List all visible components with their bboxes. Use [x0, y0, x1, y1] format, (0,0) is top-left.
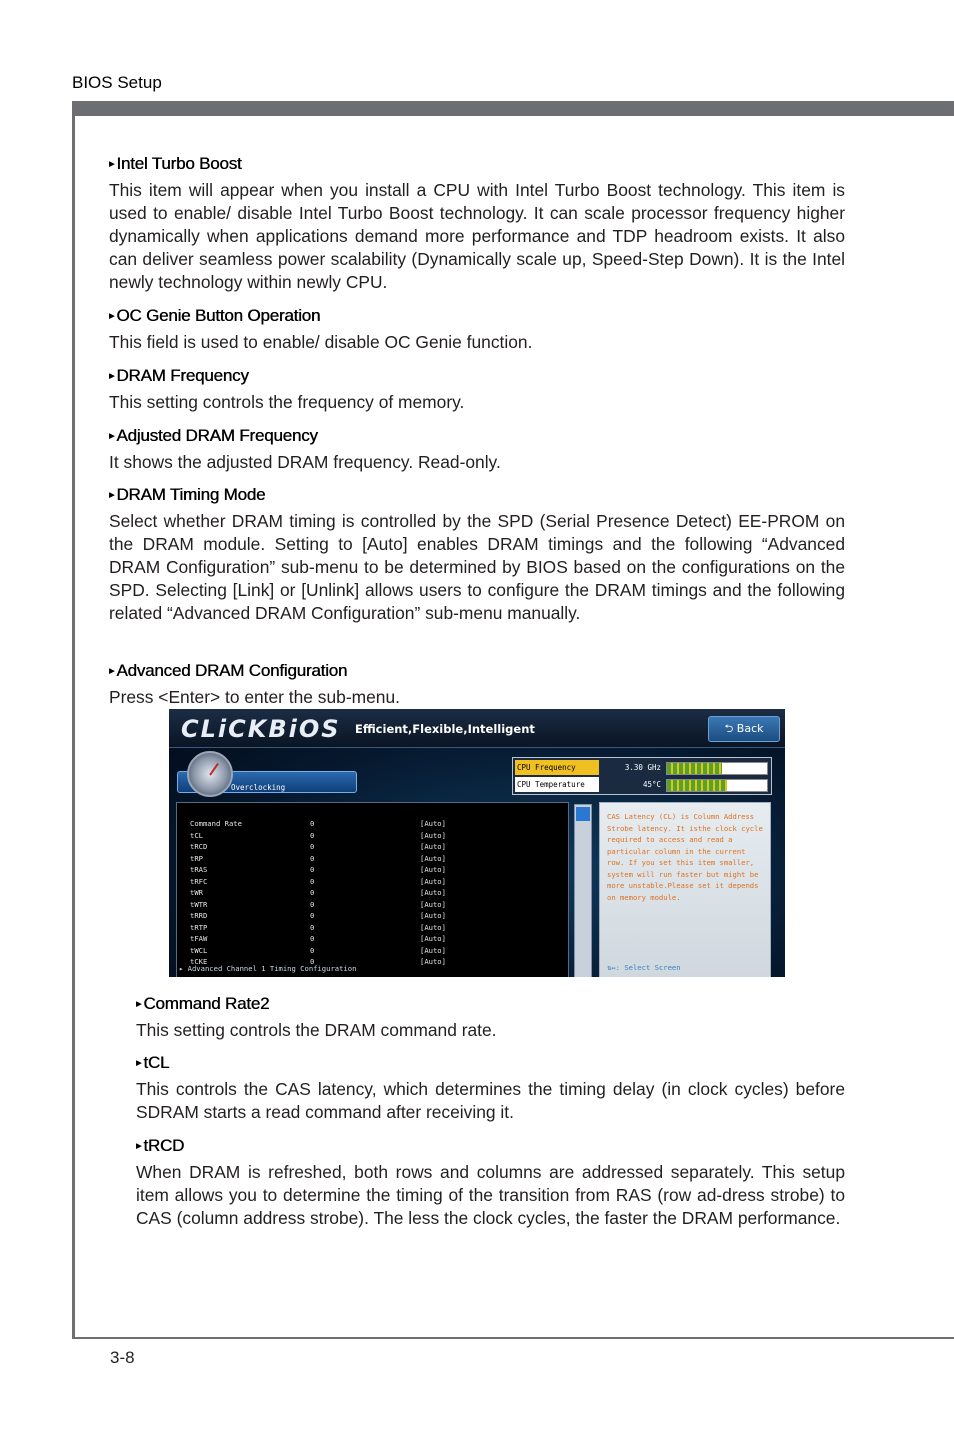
- bullet-triangle-icon: ▸: [109, 430, 115, 442]
- bios-setting-name: tWCL: [190, 945, 208, 955]
- bullet-triangle-icon: ▸: [109, 370, 115, 382]
- bullet-triangle-icon: ▸: [136, 1057, 142, 1069]
- bios-setting-setting: [Auto]: [420, 888, 446, 897]
- cpu-temperature-value: 45°C: [642, 780, 661, 789]
- bios-setting-value: 0: [310, 865, 315, 874]
- bios-setting-name: tRFC: [190, 876, 208, 886]
- section-title: Intel Turbo Boost: [116, 154, 242, 173]
- cpu-frequency-label: CPU Frequency: [515, 760, 599, 775]
- cpu-temperature-label: CPU Temperature: [515, 777, 599, 792]
- bios-setting-value: 0: [310, 957, 315, 966]
- bios-setting-name: tRAS: [190, 865, 208, 874]
- bios-setting-setting: [Auto]: [420, 819, 446, 828]
- bios-setting-row[interactable]: [190, 830, 570, 842]
- left-margin-bar: [72, 101, 75, 1339]
- section-body: This setting controls the DRAM command rate.: [136, 1020, 497, 1040]
- bios-setting-row[interactable]: [190, 899, 570, 911]
- section-body: Press <Enter> to enter the sub-menu.: [109, 687, 400, 707]
- bios-setting-row[interactable]: [190, 853, 570, 865]
- bios-setting-value: 0: [310, 853, 315, 863]
- bios-setting-name: tRTP: [190, 922, 208, 932]
- bios-setting-name: tRCD: [190, 842, 208, 851]
- bios-setting-row[interactable]: [190, 933, 570, 945]
- bullet-triangle-icon: ▸: [109, 489, 115, 501]
- help-nav: [607, 963, 681, 972]
- arrow-keys-icon: ⇅↔:: [607, 963, 625, 972]
- section-oc-genie-button-operation: [109, 305, 845, 354]
- bios-setting-row[interactable]: [190, 841, 570, 853]
- section-advanced-dram-configuration: [109, 660, 845, 709]
- section-title: Advanced DRAM Configuration: [116, 661, 348, 680]
- scrollbar[interactable]: [574, 804, 592, 977]
- bios-setting-row[interactable]: [190, 910, 570, 922]
- cpu-frequency-row: [515, 760, 769, 775]
- section-body: It shows the adjusted DRAM frequency. Read-only.: [109, 452, 501, 472]
- header-bar: [72, 101, 954, 116]
- cpu-frequency-value: 3.30 GHz: [624, 763, 661, 772]
- timing-settings-panel: [176, 802, 569, 977]
- section-body: This setting controls the frequency of memory.: [109, 392, 465, 412]
- section-tcl: [136, 1052, 845, 1124]
- help-panel: [599, 802, 771, 977]
- section-trcd: [136, 1135, 845, 1230]
- bios-setting-value: 0: [310, 876, 315, 886]
- section-body: When DRAM is refreshed, both rows and columns are addressed separately. This setup item allows you to determine the timing of the transition from RAS (row ad-dress strobe) to CAS (column address strobe). The less the clock cycles, the faster the DRAM performance.: [136, 1162, 845, 1228]
- cpu-status-panel: [512, 757, 772, 795]
- bios-setting-name: tCL: [190, 830, 203, 840]
- speedometer-icon: [187, 751, 233, 797]
- bios-setting-value: 0: [310, 819, 315, 828]
- section-command-rate2: [136, 993, 845, 1042]
- bios-setting-row[interactable]: [190, 887, 570, 899]
- bios-setting-value: 0: [310, 922, 315, 932]
- bios-setting-name: tCKE: [190, 957, 208, 966]
- help-text: CAS Latency (CL) is Column Address Strobe latency. It isthe clock cycle required to access and read a particular column in the current row. If you set this item smaller, system will run faster but might be more unstable.Please set it depends on memory module.: [607, 812, 763, 902]
- cpu-temperature-row: [515, 777, 769, 792]
- bios-setting-name: tFAW: [190, 934, 208, 943]
- page-number: 3-8: [110, 1348, 135, 1367]
- section-dram-frequency: [109, 365, 845, 414]
- submenu-item[interactable]: ▸ Advanced Channel 1 Timing Configuration: [179, 964, 357, 973]
- cpu-temperature-meter: [666, 779, 768, 792]
- bios-setting-name: tWTR: [190, 899, 208, 909]
- section-title: OC Genie Button Operation: [116, 306, 321, 325]
- bios-setting-setting: [Auto]: [420, 934, 446, 943]
- bios-setting-value: 0: [310, 888, 315, 897]
- section-dram-timing-mode: [109, 484, 845, 625]
- bullet-triangle-icon: ▸: [109, 665, 115, 677]
- section-title: tCL: [143, 1053, 170, 1072]
- bios-screenshot: [169, 709, 785, 977]
- section-body: Select whether DRAM timing is controlled by the SPD (Serial Presence Detect) EE-PROM on the DRAM module. Setting to [Auto] enables DRAM timings and the following “Advanced DRAM Configuration” sub-menu to be determined by BIOS based on the configurations on the SPD. Selecting [Link] or [Unlink] allows users to configure the DRAM timings and the following related “Advanced DRAM Configuration” sub-menu manually.: [109, 511, 845, 623]
- bios-setting-value: 0: [310, 842, 315, 851]
- bios-setting-setting: [Auto]: [420, 842, 446, 851]
- bios-setting-setting: [Auto]: [420, 911, 446, 920]
- cpu-frequency-meter: [666, 762, 768, 775]
- bullet-triangle-icon: ▸: [136, 1140, 142, 1152]
- section-title: Command Rate2: [143, 994, 270, 1013]
- bios-setting-value: 0: [310, 899, 315, 909]
- footer-rule: [72, 1337, 954, 1339]
- bios-setting-value: 0: [310, 830, 315, 840]
- bios-setting-setting: [Auto]: [420, 957, 446, 966]
- help-nav-label: Select Screen: [624, 963, 681, 972]
- bios-setting-row[interactable]: [190, 818, 570, 830]
- section-body: This controls the CAS latency, which determines the timing delay (in clock cycles) before SDRAM starts a read command after receiving it.: [136, 1079, 845, 1122]
- bullet-triangle-icon: ▸: [136, 998, 142, 1010]
- section-body: This field is used to enable/ disable OC Genie function.: [109, 332, 533, 352]
- bullet-triangle-icon: ▸: [109, 310, 115, 322]
- bios-setting-setting: [Auto]: [420, 899, 446, 909]
- bios-setting-row[interactable]: [190, 922, 570, 934]
- submenu-label: Advanced Channel 1 Timing Configuration: [187, 964, 357, 973]
- bios-tagline: Efficient,Flexible,Intelligent: [355, 722, 535, 736]
- bios-setting-setting: [Auto]: [420, 922, 446, 932]
- bios-setting-row[interactable]: [190, 864, 570, 876]
- section-title: DRAM Timing Mode: [116, 485, 266, 504]
- section-title: tRCD: [143, 1136, 185, 1155]
- section-body: This item will appear when you install a CPU with Intel Turbo Boost technology. This item is used to enable/ disable Intel Turbo Boost technology. It can scale processor frequency higher dynamically when applications demand more performance and TDP headroom exists. It also can deliver seamless power scalability (Dynamically scale up, Speed-Step Down). It is the Intel newly technology within newly CPU.: [109, 180, 845, 292]
- cpu-temperature-meter-fill: [667, 780, 727, 791]
- bios-setting-setting: [Auto]: [420, 876, 446, 886]
- scroll-up-icon[interactable]: [576, 807, 590, 821]
- section-adjusted-dram-frequency: [109, 425, 845, 474]
- section-intel-turbo-boost: [109, 153, 845, 294]
- section-title: DRAM Frequency: [116, 366, 249, 385]
- back-arrow-icon: ⮌: [724, 722, 737, 735]
- bios-setting-name: tRP: [190, 853, 203, 863]
- bios-setting-row[interactable]: [190, 876, 570, 888]
- bios-setting-setting: [Auto]: [420, 830, 446, 840]
- bios-setting-name: tRRD: [190, 911, 208, 920]
- clickbios-logo: CLiCKBiOS: [181, 715, 341, 743]
- bios-setting-row[interactable]: [190, 945, 570, 957]
- back-label: Back: [736, 722, 764, 735]
- overclocking-label: Overclocking: [231, 783, 286, 792]
- bios-setting-name: tWR: [190, 888, 203, 897]
- cpu-frequency-meter-fill: [667, 763, 722, 774]
- running-header: BIOS Setup: [72, 73, 162, 92]
- bios-setting-value: 0: [310, 911, 315, 920]
- back-button[interactable]: [708, 716, 780, 742]
- bios-setting-setting: [Auto]: [420, 853, 446, 863]
- bios-setting-name: Command Rate: [190, 819, 242, 828]
- bios-setting-setting: [Auto]: [420, 945, 446, 955]
- bios-setting-setting: [Auto]: [420, 865, 446, 874]
- section-title: Adjusted DRAM Frequency: [116, 426, 318, 445]
- bullet-triangle-icon: ▸: [109, 158, 115, 170]
- bios-setting-value: 0: [310, 945, 315, 955]
- bios-setting-value: 0: [310, 934, 315, 943]
